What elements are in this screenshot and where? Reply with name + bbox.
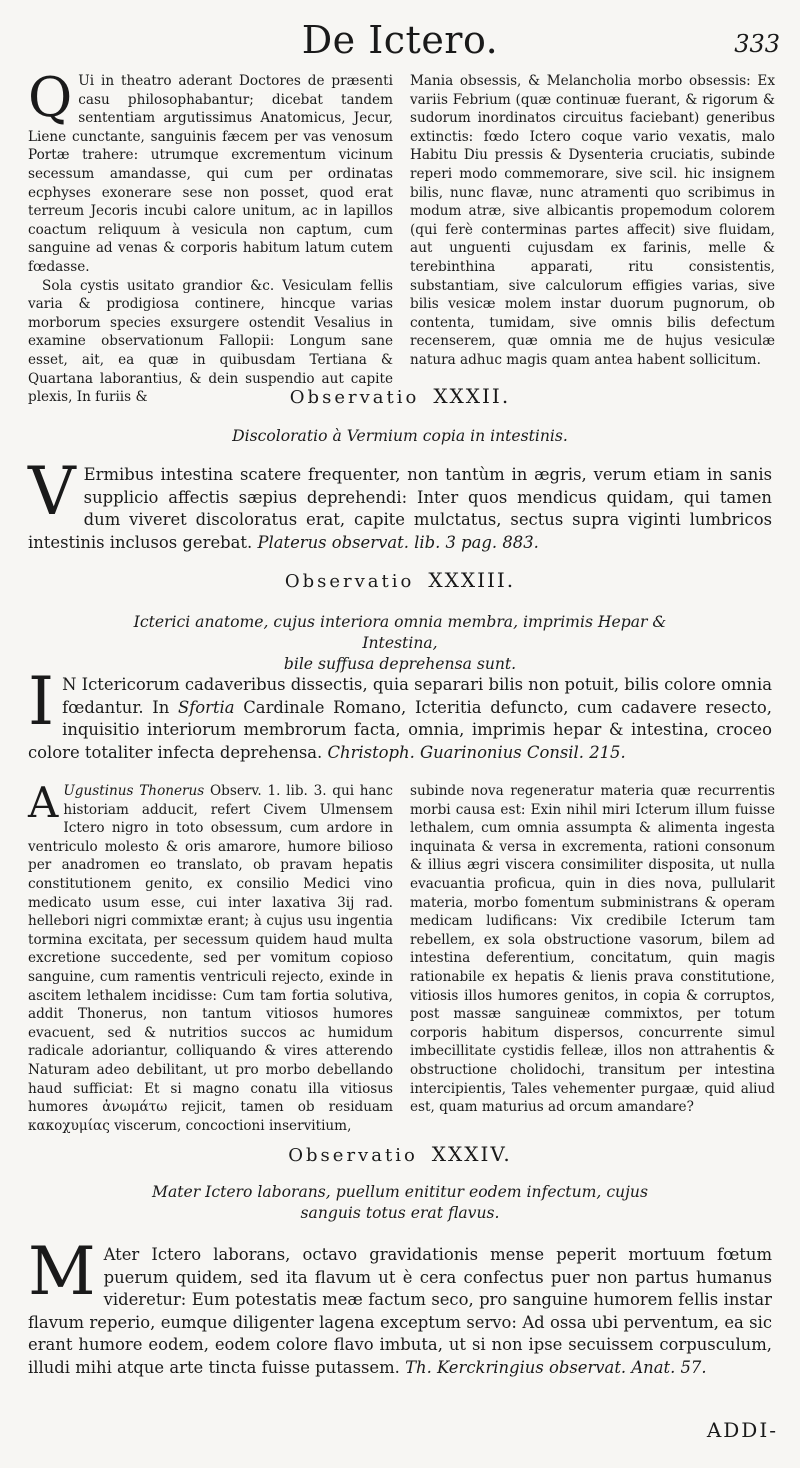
- paragraph-text: subinde nova regeneratur materia quæ recurrentis morbi causa est: Exin nihil miri Icterum illum fuisse lethalem, cum omnia assumpta & alimenta ingesta inquinata & versa in excrementa, rationi consonum & illius ægri viscera consimiliter disposita, ut nulla evacuantia proficua, quin in dies nova, pullularit materia, morbo fomentum subministrans & operam medicam ludificans: Vix credibile Icterum tam rebellem, ex sola obstructione vasorum, bilem ad intestina deferentium, concitatum, quin magis rationabile ex hepatis & lienis prava constitutione, vitiosis illos humores genitos, in copia & corruptos, post massæ sanguineæ commixtos, per totum corporis habitum dispersos, concurrente simul imbecillitate cystidis felleæ, illos non attrahentis & obstructione cholidochi, transitum per intestina intercipientis, Tales vehementer purgaæ, quid aliud est, quam maturius ad orcum amandare?: [410, 783, 775, 1116]
- drop-cap: Q: [28, 66, 73, 129]
- observation-heading: [28, 568, 772, 592]
- observation-subtitle: Discoloratio à Vermium copia in intestinis.: [232, 427, 568, 445]
- body-text: Ermibus intestina scatere frequenter, non tantùm in ægris, verum etiam in sanis supplicio affectis sæpius deprehendi: Inter quos mendicus quidam, qui tamen dum viveret discoloratus erat, capite mulctatus, sectus supra viginti lumbricos intestinis inclusos gerebat.: [28, 465, 772, 552]
- drop-cap: M: [28, 1233, 96, 1310]
- body-text: Cardinale Romano, Icteritia defuncto, cum cadavere resecto, inquisitio interiorum membrorum facta, omnia, imprimis hepar & intestina, croceo colore totaliter infecta deprehensa.: [28, 697, 772, 762]
- page-number: 333: [734, 30, 780, 58]
- observation-body: [28, 1233, 772, 1380]
- observation-subtitle: [110, 612, 690, 675]
- paragraph-text: Ui in theatro aderant Doctores de præsenti casu philosophabantur; dicebat tandem sententiam argutissimus Anatomicus, Jecur, Liene cunctante, sanguinis fæcem per vas venosum Portæ trahere: utrumque excrementum vicinum secessum amandasse, qui cum per ordinatas ecphyses exonerare sese non posset, quod erat terreum Jecoris incubi calore unitum, ac in lapillos coactum reliquum à vesicula non captum, cum sanguine ad venas & corporis habitum latum cutem fœdasse.: [28, 73, 393, 275]
- citation: Christoph. Guarinonius Consil. 215.: [327, 742, 626, 762]
- running-title: De Ictero.: [301, 18, 499, 62]
- top-left-column: [28, 66, 393, 407]
- drop-cap: I: [28, 663, 55, 740]
- subtitle-line: sanguis totus erat flavus.: [300, 1204, 500, 1222]
- heading-number: XXXII.: [433, 384, 511, 408]
- drop-cap: V: [28, 453, 76, 530]
- subtitle-line: Mater Ictero laborans, puellum enititur eodem infectum, cujus: [152, 1183, 648, 1201]
- heading-label: Observatio: [288, 1145, 418, 1166]
- paragraph: [28, 66, 393, 277]
- heading-label: Observatio: [289, 387, 420, 408]
- catchword: ADDI-: [706, 1418, 778, 1442]
- body-text: Ater Ictero laborans, octavo gravidationis mense peperit mortuum fœtum puerum quidem, sed ita flavum ut è cera confectus puer non partus humanus videretur: Eum potestatis meæ factum seco, pro sanguine humorem fellis instar flavum reperio, eumque diligenter lagena exceptum servo: Ad ossa ubi perventum, ea sic erant humore eodem, eodem colore flavo imbuta, ut si non ipse secuissem corpusculum, illudi mihi atque arte tincta fuisse putassem.: [28, 1245, 772, 1377]
- heading-number: XXXIII.: [428, 568, 516, 592]
- observation-heading: [28, 1142, 772, 1166]
- paragraph-text: Sola cystis usitato grandior &c. Vesiculam fellis varia & prodigiosa continere, hincque varias morborum species exsurgere ostendit Vesalius in examine observationum Fallopii: Longum sane esset, ait, ea quæ in quibusdam Tertiana & Quartana laborantius, & dein suspendio aut capite plexis, In furiis &: [28, 277, 393, 406]
- author-name: Ugustinus Thonerus: [63, 783, 205, 799]
- paragraph-text: Mania obsessis, & Melancholia morbo obsessis: Ex variis Febrium (quæ continuæ fuerant, & rigorum & sudorum inordinatos circuitus faciebant) generibus extinctis: fœdo Ictero coque vario vexatis, malo Habitu Diu pressis & Dysenteria cruciatis, subinde reperi modo commemorare, sive scil. hic insignem bilis, nunc flavæ, nunc atramenti quo scribimus in modum atræ, sive albicantis propemodum colorem (qui ferè conterminas partes affecit) sive fluidam, aut unguenti cujusdam ex farinis, melle & terebinthina apparati, ritu consistentis, substantiam, sive calculorum effigies varias, sive bilis vesicæ molem instar duorum pugnorum, ob contenta, tumidam, sive omnis bilis defectum recenserem, quæ omnia me de hujus vesiculæ natura adhuc magis quam antea habent sollicitum.: [410, 73, 775, 368]
- paragraph-text: Observ. 1. lib. 3. qui hanc historiam adducit, refert Civem Ulmensem Ictero nigro in toto obsessum, cum ardore in ventriculo molesto & oris amarore, humore bilioso per anadromen eo translato, ob pravam hepatis constitutionem genito, ex consilio Medici vino medicato usum esse, cui inter laxativa 3ij rad. hellebori nigri commixtæ erant; à cujus usu ingentia tormina excitata, per secessum quidem haud multa excretione succedente, sed per vomitum copioso sanguine, cum ramentis ventriculi rejecto, exinde in ascitem lethalem incidisse: Cum tam fortia solutiva, addit Thonerus, non tantum vitiosos humores evacuent, sed & nutritios succos ac humidum radicale adoriantur, colliquando & vires atterendo Naturam adeo debilitant, ut pro morbo debellando haud sufficiat: Et si magno conatu illa vitiosus humores ἀνωμάτω rejicit, tamen ob residuam κακοχυμίας viscerum, concoctioni inservitium,: [28, 783, 393, 1134]
- observation-subtitle: [110, 1182, 690, 1224]
- top-right-column: [410, 72, 775, 370]
- body-text: N Ictericorum cadaveribus dissectis, quia separari bilis non potuit, bilis colore omnia fœdantur. In: [62, 675, 772, 717]
- subtitle-line: Icterici anatome, cujus interiora omnia membra, imprimis Hepar & Intestina,: [133, 613, 667, 652]
- commentary-right-column: [410, 782, 775, 1117]
- commentary-left-column: [28, 778, 393, 1135]
- citation: Platerus observat. lib. 3 pag. 883.: [257, 532, 539, 552]
- drop-cap: A: [28, 778, 59, 827]
- paragraph: [410, 72, 775, 370]
- body-name: Sfortia: [177, 697, 235, 717]
- heading-number: XXXIV.: [431, 1142, 512, 1166]
- citation: Th. Kerckringius observat. Anat. 57.: [405, 1357, 707, 1377]
- observation-heading: [28, 384, 772, 408]
- subtitle-line: bile suffusa deprehensa sunt.: [283, 655, 517, 673]
- heading-label: Observatio: [284, 571, 415, 592]
- observation-body: [28, 453, 772, 554]
